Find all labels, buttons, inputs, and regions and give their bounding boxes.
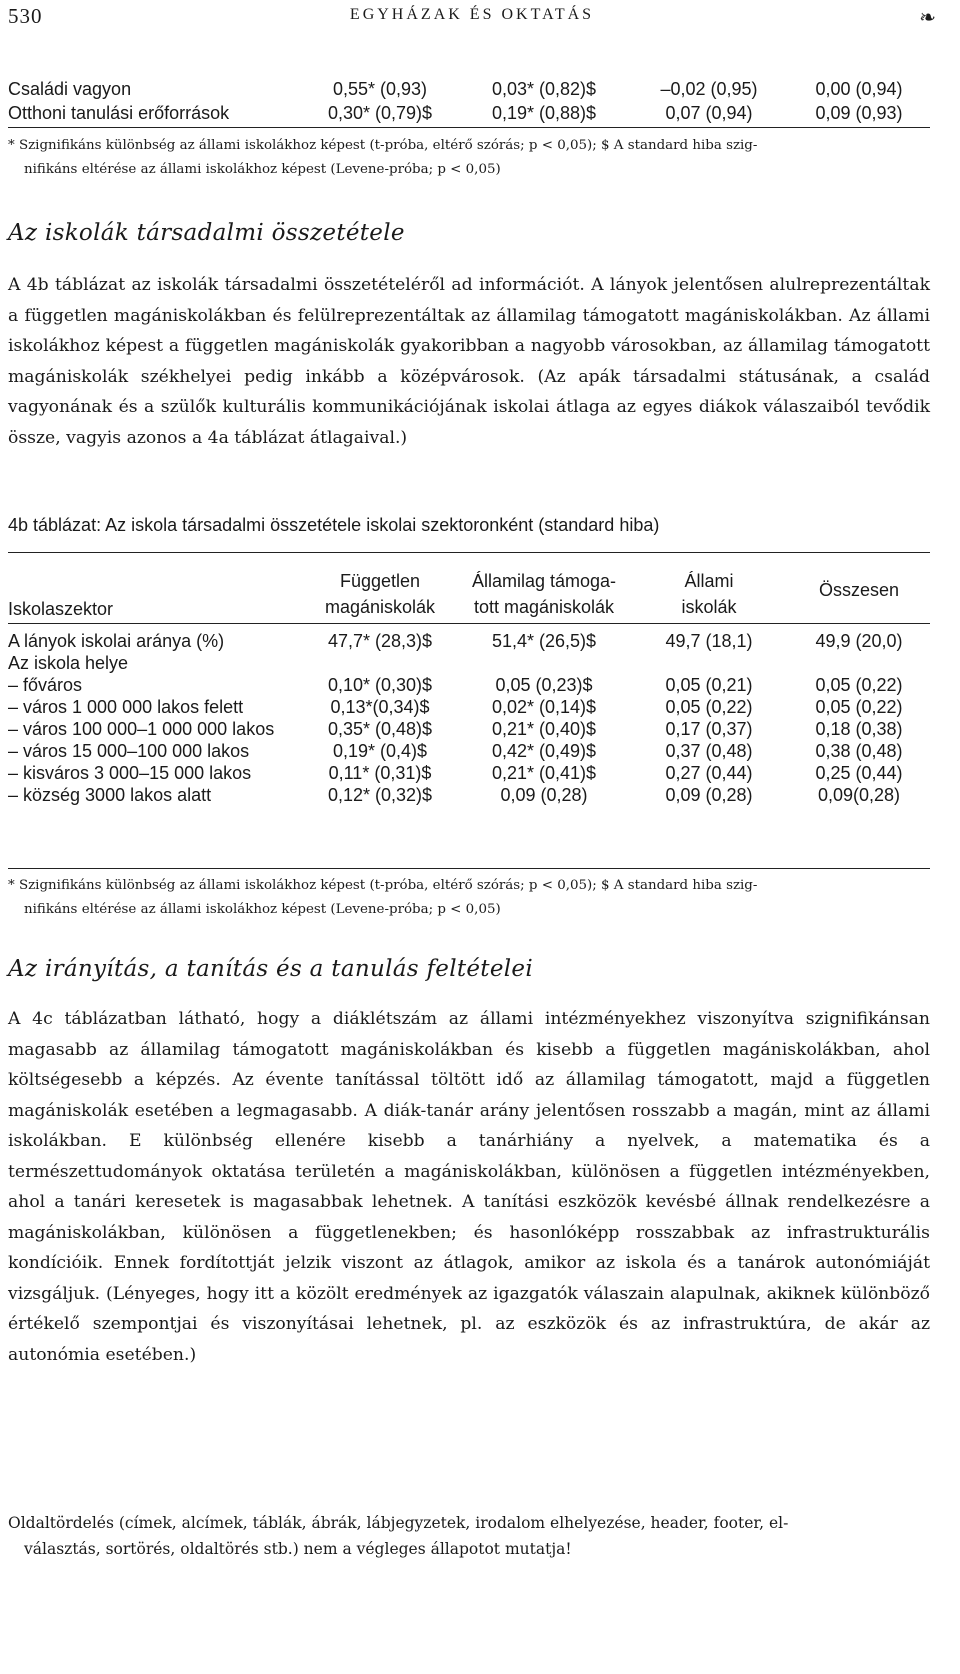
footnote-line: nifikáns eltérése az állami iskolákhoz képest (Levene-próba; p < 0,05)	[24, 902, 501, 917]
table-cell: 0,09 (0,93)	[815, 103, 903, 123]
row-label: – kisváros 3 000–15 000 lakos	[8, 763, 252, 783]
disclaimer-line: választás, sortörés, oldaltörés stb.) nem a végleges állapotot mutatja!	[24, 1540, 572, 1558]
row-label: Az iskola helye	[8, 653, 129, 673]
row-label: Otthoni tanulási erőforrások	[8, 103, 230, 123]
col-header-line: Független	[339, 571, 421, 591]
col-header-total: Összesen	[818, 580, 900, 600]
table-cell: 0,05 (0,21)	[665, 675, 753, 695]
table-cell: 0,42* (0,49)$	[491, 741, 597, 761]
table-cell: 0,55* (0,93)	[332, 79, 428, 99]
table-row	[8, 784, 930, 806]
table-4b-body	[8, 630, 930, 806]
row-label: – község 3000 lakos alatt	[8, 785, 212, 805]
running-title: EGYHÁZAK ÉS OKTATÁS	[349, 6, 595, 23]
table-cell: 0,09 (0,28)	[500, 785, 588, 805]
table-cell: 49,7 (18,1)	[665, 631, 753, 651]
footnote-line: * Szignifikáns különbség az állami iskolákhoz képest (t-próba, eltérő szórás; p < 0,05); $ A standard hiba szig-	[8, 138, 758, 153]
table-cell: 47,7* (28,3)$	[327, 631, 433, 651]
table-cell	[458, 652, 630, 674]
table-cell: 0,09 (0,28)	[665, 785, 753, 805]
row-label: – város 100 000–1 000 000 lakos	[8, 719, 275, 739]
layout-disclaimer	[8, 1510, 930, 1562]
col-header-sector: Iskolaszektor	[8, 599, 114, 619]
table-row	[8, 762, 930, 784]
table-cell: 0,07 (0,94)	[665, 103, 753, 123]
table-header-rule	[8, 623, 930, 624]
table-cell: 0,09(0,28)	[817, 785, 901, 805]
table-cell: 0,35* (0,48)$	[327, 719, 433, 739]
table-cell	[630, 652, 788, 674]
table-bottom-rule	[8, 127, 930, 128]
table-cell: 0,21* (0,40)$	[491, 719, 597, 739]
leaf-ornament-icon: ❧	[919, 5, 936, 29]
table-cell: 0,19* (0,4)$	[332, 741, 428, 761]
col-header-line: tott magániskolák	[473, 597, 615, 617]
col-header-state-supported	[458, 560, 630, 620]
table-cell: 0,12* (0,32)$	[327, 785, 433, 805]
col-header-independent	[302, 560, 458, 620]
table-bottom-rule	[8, 868, 930, 869]
page-header	[8, 4, 936, 32]
col-header-line: Államilag támoga-	[471, 571, 617, 591]
table-cell: 0,02* (0,14)$	[491, 697, 597, 717]
table-cell: 0,21* (0,41)$	[491, 763, 597, 783]
row-label: Családi vagyon	[8, 79, 132, 99]
table-row	[8, 652, 930, 674]
table-cell: 0,30* (0,79)$	[327, 103, 433, 123]
table-footnote-top	[8, 134, 930, 182]
table-cell: 51,4* (26,5)$	[491, 631, 597, 651]
table-row	[8, 674, 930, 696]
footnote-line: nifikáns eltérése az állami iskolákhoz képest (Levene-próba; p < 0,05)	[24, 162, 501, 177]
table-cell: 0,19* (0,88)$	[491, 103, 597, 123]
col-header-state	[630, 560, 788, 620]
table-cell: 0,13*(0,34)$	[330, 697, 430, 717]
table-cell: 0,05 (0,22)	[815, 675, 903, 695]
table-footnote-4b	[8, 874, 930, 922]
continued-table	[8, 76, 930, 124]
table-row	[8, 696, 930, 718]
row-label: A lányok iskolai aránya (%)	[8, 631, 225, 651]
table-cell: 0,05 (0,23)$	[495, 675, 593, 695]
table-row	[8, 100, 930, 124]
disclaimer-line: Oldaltördelés (címek, alcímek, táblák, ábrák, lábjegyzetek, irodalom elhelyezése, header, footer, el-	[8, 1514, 789, 1532]
body-paragraph: A 4c táblázatban látható, hogy a diáklétszám az állami intézményekhez viszonyítva szignifikánsan magasabb az államilag támogatott magániskolákban és kisebb a független magániskolákban, ahol költségesebb a képzés. Az évente tanítással töltött idő az államilag támogatott, majd a független magániskolák esetében a legmagasabb. A diák-tanár arány jelentősen rosszabb a magán, mint az állami iskolákban. E különbség ellenére kisebb a tanárhiány a nyelvek, a matematika és a természettudományok oktatása területén a magániskolákban, különösen a független intézményekben, ahol a tanári keresetek is magasabbak lehetnek. A tanítási eszközök kevésbé állnak rendelkezésre a magániskolákban, különösen a függetlenekben; és hasonlóképp rosszabbak az infrastrukturális kondícióik. Ennek fordítottját jelzik viszont az átlagok, amikor az iskola és a tanárok autonómiáját vizsgáljuk. (Lényeges, hogy itt a közölt eredmények az igazgatók válaszain alapulnak, akiknek különböző értékelő szempontjai és viszonyításai lehetnek, pl. az eszközök és az infrastruktúra, de akár az autonómia esetében.)	[8, 1009, 930, 1365]
table-cell	[788, 652, 930, 674]
table-cell: 0,11* (0,31)$	[328, 763, 432, 783]
table-cell	[302, 652, 458, 674]
table-cell: 0,03* (0,82)$	[491, 79, 597, 99]
table-row	[8, 76, 930, 100]
table-cell: 0,27 (0,44)	[665, 763, 753, 783]
footnote-line: * Szignifikáns különbség az állami iskolákhoz képest (t-próba, eltérő szórás; p < 0,05); $ A standard hiba szig-	[8, 878, 758, 893]
table-caption: 4b táblázat: Az iskola társadalmi összetétele iskolai szektoronként (standard hiba)	[8, 515, 660, 535]
row-label: – főváros	[8, 675, 83, 695]
table-cell: –0,02 (0,95)	[660, 79, 758, 99]
table-cell: 0,00 (0,94)	[815, 79, 903, 99]
col-header-line: Állami	[684, 571, 734, 591]
col-header-line: magániskolák	[324, 597, 436, 617]
table-cell: 0,05 (0,22)	[815, 697, 903, 717]
table-cell: 0,05 (0,22)	[665, 697, 753, 717]
page-number: 530	[8, 4, 43, 28]
table-row	[8, 718, 930, 740]
row-label: – város 15 000–100 000 lakos	[8, 741, 250, 761]
table-cell: 49,9 (20,0)	[815, 631, 903, 651]
section-heading: Az iskolák társadalmi összetétele	[8, 220, 405, 246]
section-heading: Az irányítás, a tanítás és a tanulás feltételei	[8, 956, 533, 982]
row-label: – város 1 000 000 lakos felett	[8, 697, 244, 717]
table-top-rule	[8, 552, 930, 553]
table-cell: 0,18 (0,38)	[815, 719, 903, 739]
body-paragraph: A 4b táblázat az iskolák társadalmi összetételéről ad információt. A lányok jelentősen alulreprezentáltak a független magániskolákban és felülreprezentáltak az államilag támogatott magániskolákban. Az állami iskolákhoz képest a független magániskolák gyakoribban a nagyobb városokban, az államilag támogatott magániskolák székhelyei pedig inkább a középvárosok. (Az apák társadalmi státusának, a család vagyonának és a szülők kulturális kommunikációjának iskolai átlaga az egyes diákok válaszaiból tevődik össze, vagyis azonos a 4a táblázat átlagaival.)	[8, 275, 930, 448]
table-cell: 0,25 (0,44)	[815, 763, 903, 783]
col-header-line: iskolák	[681, 597, 737, 617]
table-row	[8, 740, 930, 762]
table-row	[8, 630, 930, 652]
table-cell: 0,37 (0,48)	[665, 741, 753, 761]
table-cell: 0,38 (0,48)	[815, 741, 903, 761]
table-4b	[8, 560, 930, 620]
table-cell: 0,17 (0,37)	[665, 719, 753, 739]
table-cell: 0,10* (0,30)$	[327, 675, 433, 695]
